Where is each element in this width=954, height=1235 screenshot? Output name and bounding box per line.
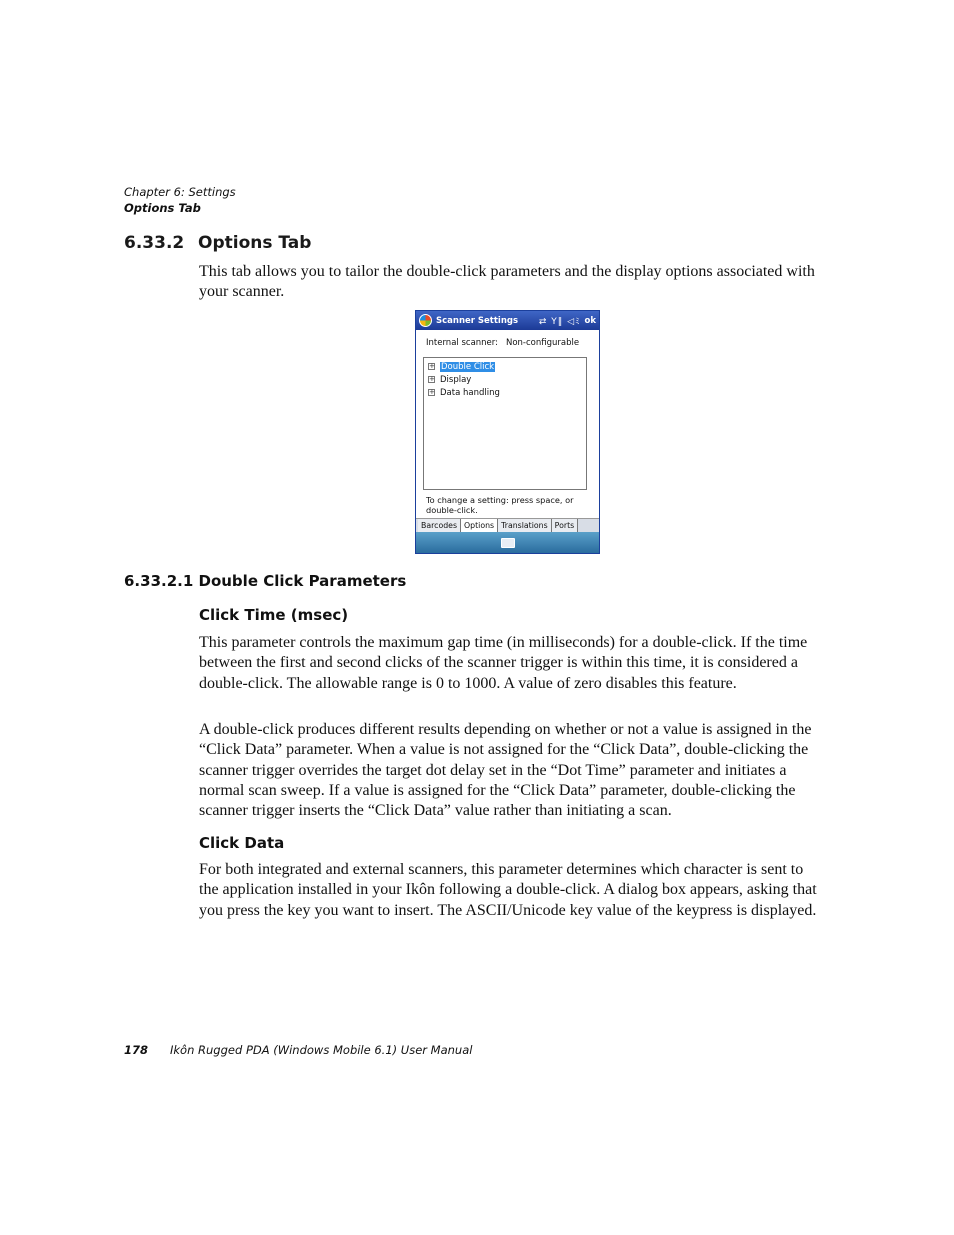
scanner-settings-screenshot [415,310,600,554]
tree-item-display: + Display [429,374,472,385]
manual-title: Ikôn Rugged PDA (Windows Mobile 6.1) User Manual [170,1043,473,1057]
window-title: Scanner Settings [436,315,519,326]
title-bar [416,311,599,330]
click-time-heading: Click Time (msec) [199,606,349,624]
subsection-heading: 6.33.2.1 Double Click Parameters [124,572,407,590]
expand-plus-icon: + [429,388,435,396]
click-data-heading: Click Data [199,834,285,852]
tree-item-data-handling: + Data handling [429,387,500,398]
expand-plus-icon: + [429,375,435,383]
keyboard-icon [501,538,515,548]
expand-plus-icon: + [429,362,435,370]
section-title: Options Tab [198,233,312,253]
click-time-paragraph-1: This parameter controls the maximum gap time (in milliseconds) for a double-click. If the time between the first and second clicks of the scanner trigger is within this time, it is considered a double-click. The allowable range is 0 to 1000. A value of zero disables this feature. [199,634,808,692]
bottom-bar [416,532,599,553]
section-intro: This tab allows you to tailor the double-click parameters and the display options associated with your scanner. [199,263,815,301]
tab-translations: Translations [498,519,552,534]
click-data-paragraph: For both integrated and external scanners, this parameter determines which character is sent to the application installed in your Ikôn following a double-click. A dialog box appears, asking that you press the key you want to insert. The ASCII/Unicode key value of the keypress is displayed. [199,861,817,919]
tree-item-double-click: + Double Click [429,361,495,372]
page-number: 178 [124,1043,149,1057]
ok-button: ok [584,315,596,326]
tab-barcodes: Barcodes [418,519,461,534]
settings-tree [423,357,587,490]
tab-options: Options [461,519,498,534]
section-number: 6.33.2 [124,233,185,253]
click-time-paragraph-2: A double-click produces different results depending on whether or not a value is assigned in the “Click Data” parameter. When a value is not assigned for the “Click Data”, double-clicking the scanner trigger overrides the target dot delay set in the “Dot Time” parameter and initiates a normal scan sweep. If a value is assigned for the “Click Data” parameter, double-clicking the scanner trigger inserts the “Click Data” value rather than initiating a scan. [199,721,812,820]
hint-text: To change a setting: press space, or double-click. [426,495,574,515]
internal-scanner-value: Non-configurable [505,338,580,348]
internal-scanner-label: Internal scanner: [426,338,498,348]
windows-start-icon [419,314,432,327]
tab-ports: Ports [552,519,579,534]
running-header-section: Options Tab [124,201,201,215]
internal-scanner-row [426,338,579,348]
section-heading [124,233,311,253]
status-icons: ⇄ Y‖ ◁ﾐ [538,317,581,327]
running-header-chapter: Chapter 6: Settings [124,185,236,199]
page-footer [124,1043,472,1057]
